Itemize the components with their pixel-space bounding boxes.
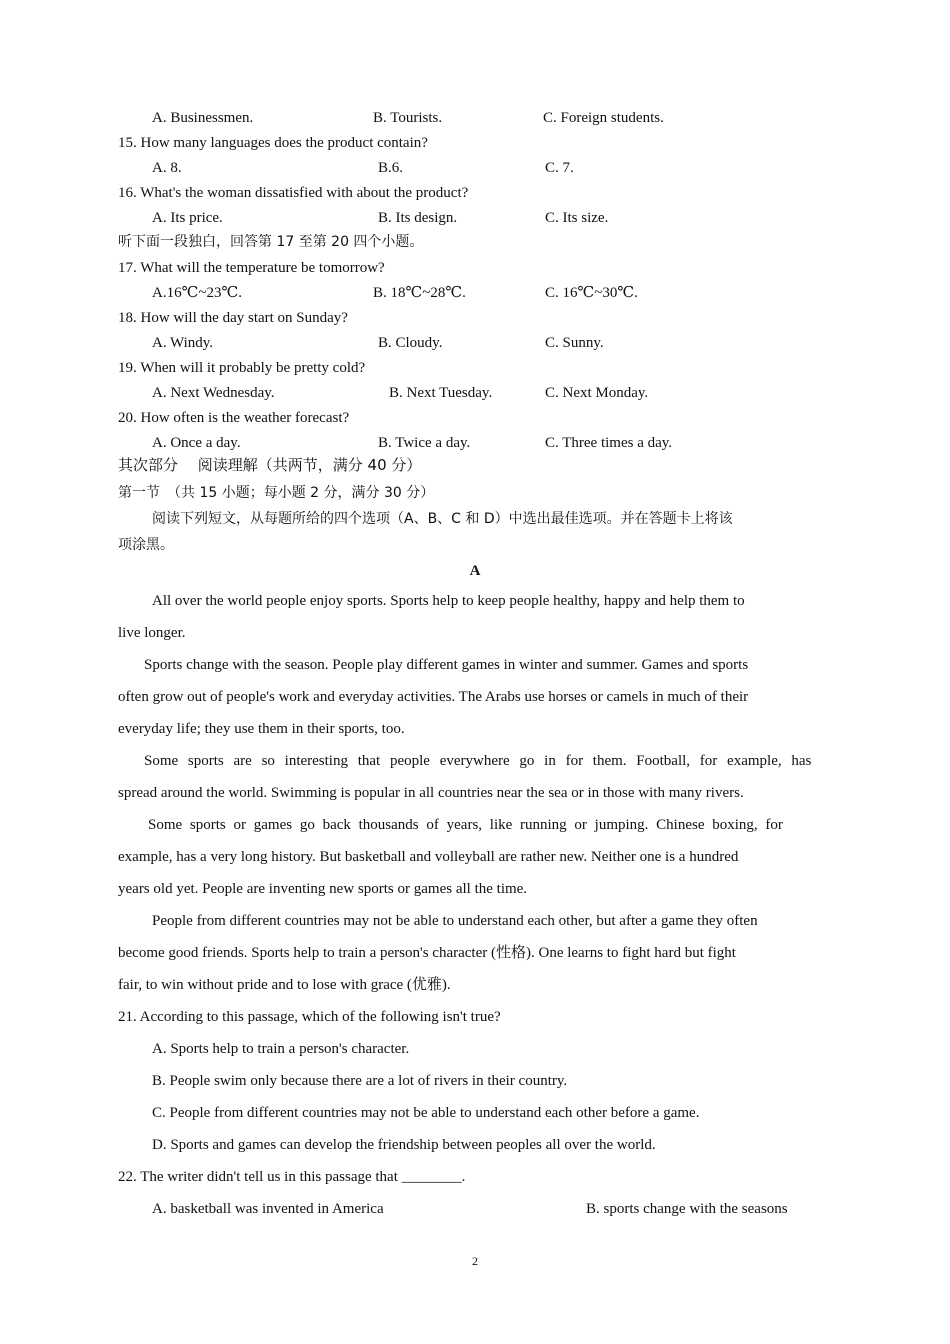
- option-b: B. Tourists.: [373, 110, 443, 126]
- option-b: B. Twice a day.: [378, 435, 471, 451]
- passage-line: fair, to win without pride and to lose with grace (优雅).: [118, 977, 451, 993]
- option-b: B.6.: [378, 160, 404, 176]
- option-b: B. Next Tuesday.: [389, 385, 493, 401]
- part-title: 其次部分 阅读理解（共两节，满分 40 分）: [118, 456, 422, 474]
- option-a: A. Windy.: [152, 335, 214, 351]
- option-a: A. Its price.: [152, 210, 223, 226]
- question-21: 21. According to this passage, which of the following isn't true?: [118, 1009, 501, 1025]
- passage-line: live longer.: [118, 625, 186, 641]
- option-c: C. People from different countries may not be able to understand each other before a game.: [152, 1105, 700, 1121]
- option-c: C. 16℃~30℃.: [545, 285, 638, 301]
- passage-line: spread around the world. Swimming is popular in all countries near the sea or in those with many rivers.: [118, 785, 744, 801]
- passage-line: Some sports are so interesting that people everywhere go in for them. Football, for example, has: [144, 753, 812, 769]
- option-c: C. Three times a day.: [545, 435, 673, 451]
- option-b: B. People swim only because there are a lot of rivers in their country.: [152, 1073, 568, 1089]
- passage-line: become good friends. Sports help to train a person's character (性格). One learns to fight hard but fight: [118, 945, 736, 961]
- question-15: 15. How many languages does the product contain?: [118, 135, 428, 151]
- passage-line: everyday life; they use them in their sports, too.: [118, 721, 405, 737]
- option-a: A. Once a day.: [152, 435, 241, 451]
- question-17: 17. What will the temperature be tomorrow?: [118, 260, 385, 276]
- option-b: B. 18℃~28℃.: [373, 285, 466, 301]
- option-a: A.16℃~23℃.: [152, 285, 243, 301]
- passage-line: Some sports or games go back thousands of years, like running or jumping. Chinese boxing, for: [148, 817, 783, 833]
- page-number: 2: [472, 1254, 478, 1268]
- option-b: B. Its design.: [378, 210, 458, 226]
- passage-line: often grow out of people's work and everyday activities. The Arabs use horses or camels in much of their: [118, 689, 749, 705]
- question-20: 20. How often is the weather forecast?: [118, 410, 350, 426]
- option-a: A. Businessmen.: [152, 110, 254, 126]
- option-a: A. Next Wednesday.: [152, 385, 275, 401]
- option-c: C. Foreign students.: [543, 110, 664, 126]
- question-19: 19. When will it probably be pretty cold?: [118, 360, 366, 376]
- passage-label: A: [469, 563, 481, 579]
- question-18: 18. How will the day start on Sunday?: [118, 310, 348, 326]
- option-c: C. 7.: [545, 160, 574, 176]
- passage-line: Sports change with the season. People play different games in winter and summer. Games and sports: [144, 657, 749, 673]
- option-b: B. Cloudy.: [378, 335, 443, 351]
- question-22: 22. The writer didn't tell us in this passage that ________.: [118, 1169, 466, 1185]
- option-c: C. Sunny.: [545, 335, 604, 351]
- option-b: B. sports change with the seasons: [586, 1201, 788, 1217]
- option-c: C. Its size.: [545, 210, 609, 226]
- option-a: A. basketball was invented in America: [152, 1201, 384, 1217]
- listening-instruction: 听下面一段独白，回答第 17 至第 20 四个小题。: [118, 234, 424, 250]
- option-d: D. Sports and games can develop the friendship between peoples all over the world.: [152, 1137, 656, 1153]
- passage-line: example, has a very long history. But basketball and volleyball are rather new. Neither one is a hundred: [118, 849, 739, 865]
- reading-instruction: 阅读下列短文，从每题所给的四个选项（A、B、C 和 D）中选出最佳选项。并在答题卡上将该: [152, 511, 733, 527]
- option-c: C. Next Monday.: [545, 385, 649, 401]
- reading-instruction-cont: 项涂黑。: [118, 537, 174, 553]
- passage-line: years old yet. People are inventing new sports or games all the time.: [118, 881, 528, 897]
- passage-line: All over the world people enjoy sports. Sports help to keep people healthy, happy and help them to: [152, 593, 745, 609]
- option-a: A. Sports help to train a person's character.: [152, 1041, 410, 1057]
- question-16: 16. What's the woman dissatisfied with about the product?: [118, 185, 469, 201]
- section-title: 第一节 （共 15 小题；每小题 2 分，满分 30 分）: [118, 485, 435, 501]
- passage-line: People from different countries may not be able to understand each other, but after a game they often: [152, 913, 758, 929]
- option-a: A. 8.: [152, 160, 182, 176]
